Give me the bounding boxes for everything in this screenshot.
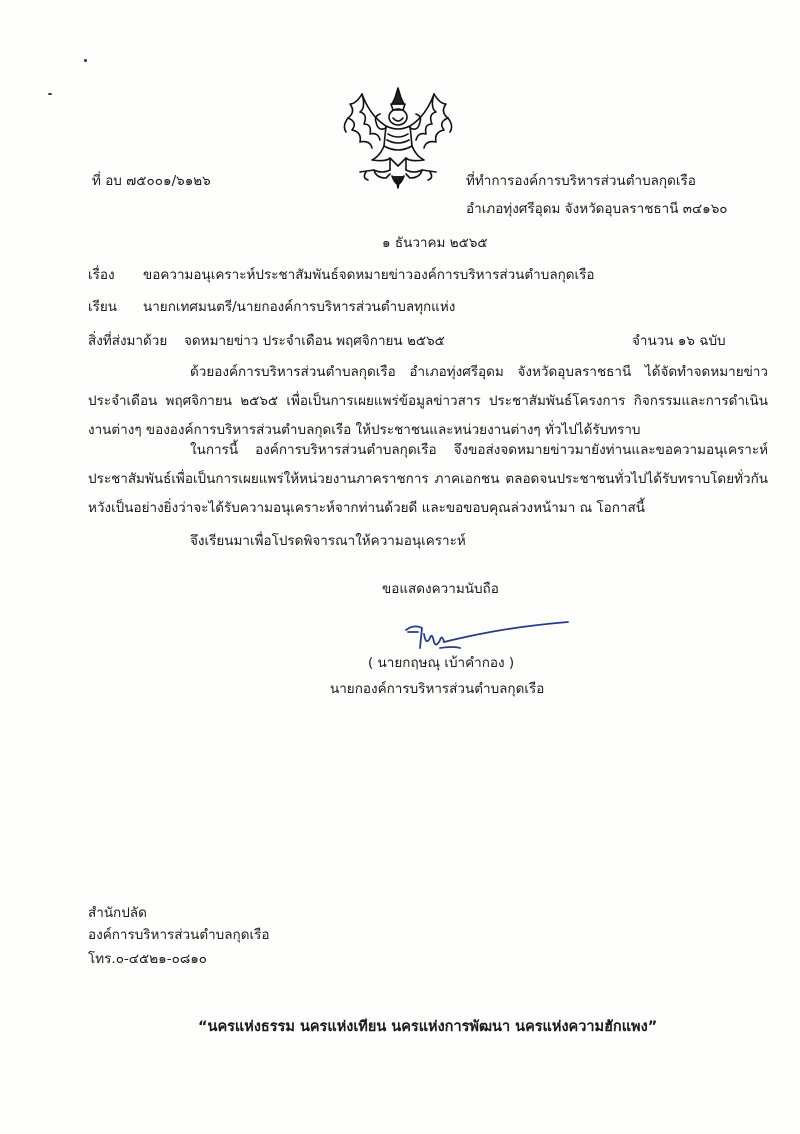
- scan-speck: [48, 93, 52, 95]
- enclosure-text: จดหมายข่าว ประจำเดือน พฤศจิกายน ๒๕๖๕: [184, 333, 445, 349]
- body-paragraph-3: จึงเรียนมาเพื่อโปรดพิจารณาให้ความอนุเคราะห์: [190, 533, 466, 549]
- enclosure-quantity: จำนวน ๑๖ ฉบับ: [632, 333, 726, 349]
- handwritten-signature: [400, 618, 572, 656]
- enclosure-label: สิ่งที่ส่งมาด้วย: [88, 333, 168, 349]
- closing-regards: ขอแสดงความนับถือ: [382, 581, 499, 597]
- recipient-label: เรียน: [88, 299, 118, 315]
- body-paragraph-1: ด้วยองค์การบริหารส่วนตำบลกุดเรือ อำเภอทุ่งศรีอุดม จังหวัดอุบลราชธานี ได้จัดทำจดหมายข่าว ประจำเดือน พฤศจิกายน ๒๕๖๕ เพื่อเป็นการเผยแพร่ข้อมูลข่าวสาร ประชาสัมพันธ์โครงการ กิจกรรมและการดำเนินงานต่างๆ ขององค์การบริหารส่วนตำบลกุดเรือ ให้ประชาชนและหน่วยงานต่างๆ ทั่วไปได้รับทราบ: [88, 364, 768, 438]
- body-paragraph-2: ในการนี้ องค์การบริหารส่วนตำบลกุดเรือ จึงขอส่งจดหมายข่าวมายังท่านและขอความอนุเคราะห์ประชาสัมพันธ์เพื่อเป็นการเผยแพร่ให้หน่วยงานภาคราชการ ภาคเอกชน ตลอดจนประชาชนทั่วไปได้รับทราบโดยทั่วกัน หวังเป็นอย่างยิ่งว่าจะได้รับความอนุเคราะห์จากท่านด้วยดี และขอขอบคุณล่วงหน้ามา ณ โอกาสนี้: [88, 442, 768, 516]
- signer-name: ( นายกฤษณุ เบ้าคำกอง ): [368, 655, 515, 671]
- office-address-line2: อำเภอทุ่งศรีอุดม จังหวัดอุบลราชธานี ๓๔๑๖๐: [466, 201, 728, 217]
- reference-number: ที่ อบ ๗๕๐๐๑/๖๑๒๖: [92, 173, 211, 189]
- subject-text: ขอความอนุเคราะห์ประชาสัมพันธ์จดหมายข่าวองค์การบริหารส่วนตำบลกุดเรือ: [143, 267, 595, 283]
- organization-name: องค์การบริหารส่วนตำบลกุดเรือ: [88, 927, 270, 943]
- scan-speck: [84, 59, 87, 62]
- office-address-line1: ที่ทำการองค์การบริหารส่วนตำบลกุดเรือ: [466, 173, 696, 189]
- slogan: “นครแห่งธรรม นครแห่งเทียน นครแห่งการพัฒนา นครแห่งความฮักแพง”: [198, 1019, 658, 1035]
- subject-label: เรื่อง: [88, 267, 115, 283]
- signer-title: นายกองค์การบริหารส่วนตำบลกุดเรือ: [330, 681, 545, 697]
- letter-date: ๑ ธันวาคม ๒๕๖๕: [382, 235, 488, 251]
- garuda-emblem-icon: [340, 82, 456, 194]
- recipient-text: นายกเทศมนตรี/นายกองค์การบริหารส่วนตำบลทุกแห่ง: [143, 299, 456, 315]
- department-name: สำนักปลัด: [88, 905, 147, 921]
- telephone-number: โทร.๐-๔๕๒๑-๐๘๑๐: [88, 951, 208, 967]
